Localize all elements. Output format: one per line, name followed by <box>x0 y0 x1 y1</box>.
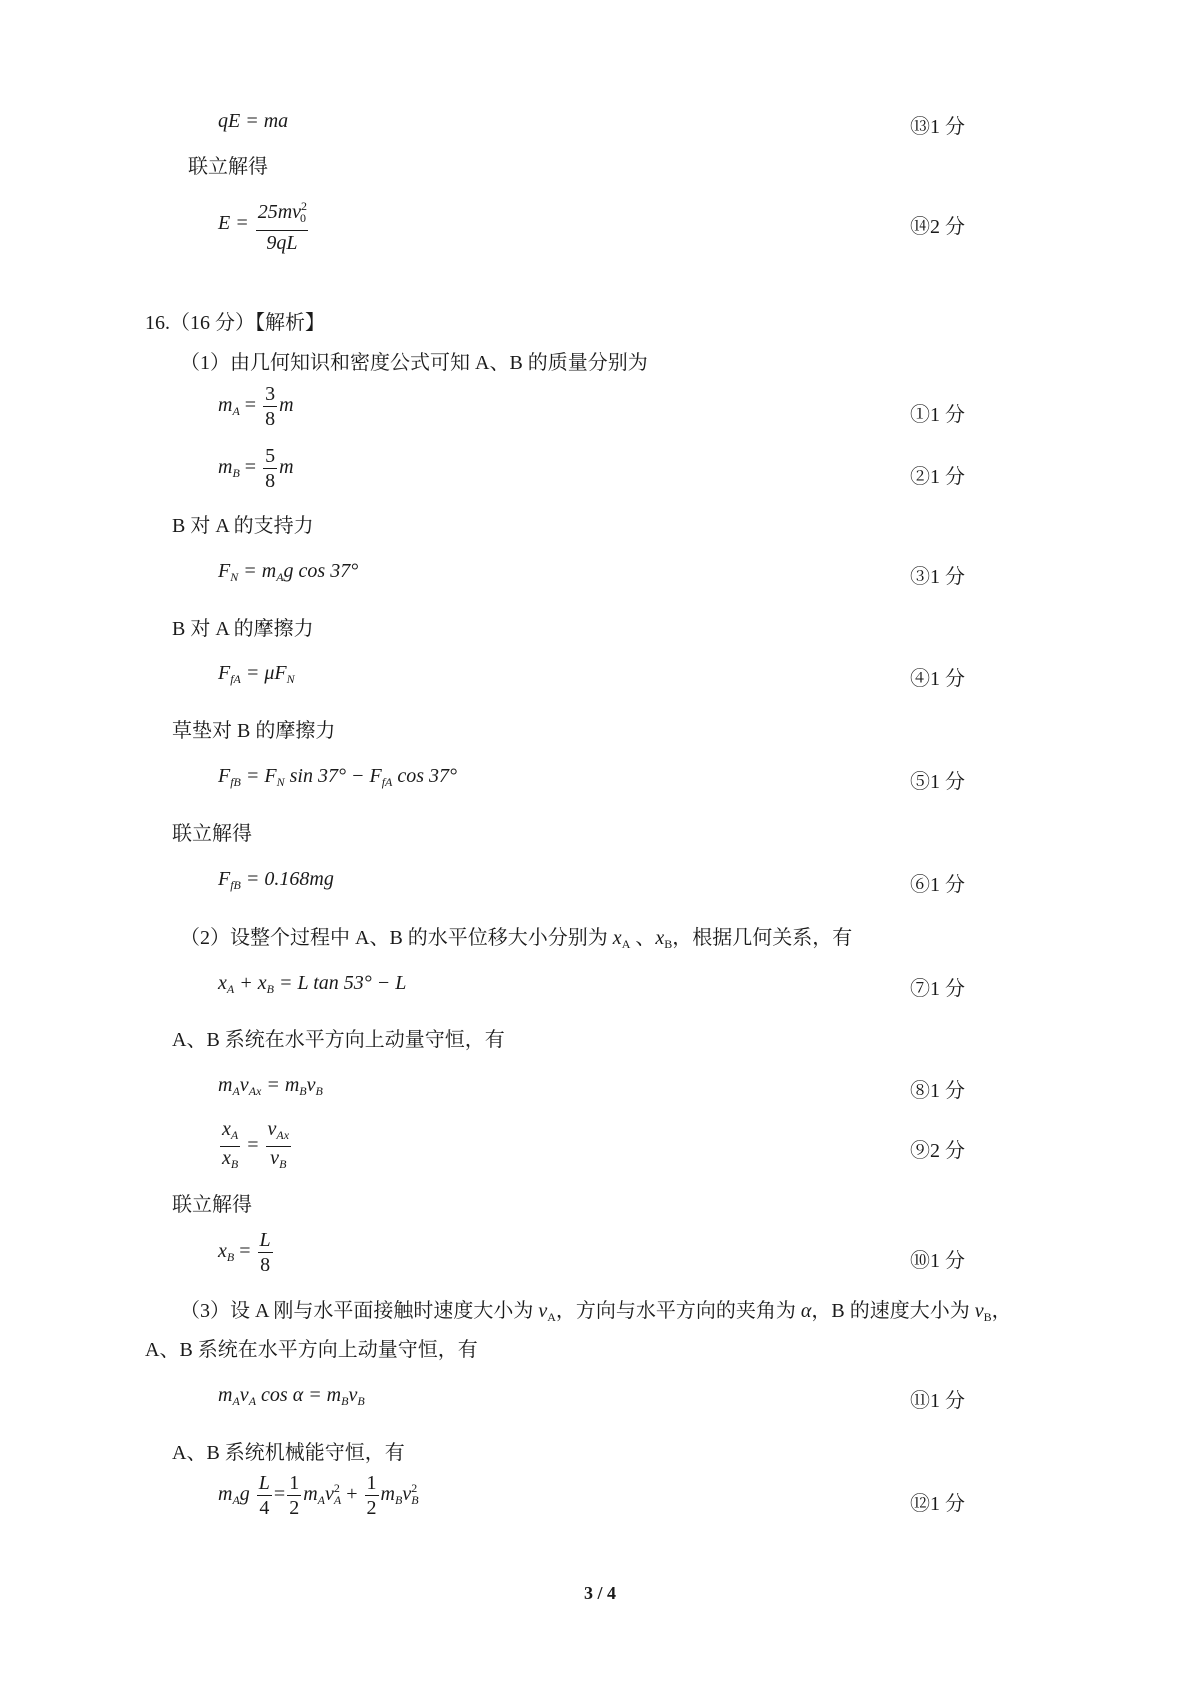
eq-12: $m_Ag$ $\frac{L}{4}$ = $\frac{1}{2}$ $m_Av^2_A$ + $\frac{1}{2}$ $m_Bv^2_B$ <box>218 1472 419 1519</box>
eq-14-num: $25mv^2_0$ <box>256 194 308 231</box>
score-3: ③1 分 <box>910 566 965 588</box>
score-2: ②1 分 <box>910 466 965 488</box>
part-3-line2: A、B 系统在水平方向上动量守恒，有 <box>145 1339 478 1361</box>
eq-9-frac-left: $\frac{x_A}{x_B}$ <box>222 1118 239 1171</box>
score-1: ①1 分 <box>910 404 965 426</box>
section-16-heading: 16.（16 分）【解析】 <box>145 312 325 334</box>
eq-1-frac: $\frac{3}{8}$ <box>265 383 276 430</box>
eq-14-den: 9qL <box>266 232 298 254</box>
eq-12-frac-3: $\frac{1}{2}$ <box>366 1472 377 1519</box>
part-2-intro: （2）设整个过程中 A、B 的水平位移大小分别为 $x_A$ 、$x_B$，根据几何关系，有 <box>180 927 853 951</box>
eq-9: $\frac{x_A}{x_B}$ = $\frac{v_{Ax}}{v_B}$ <box>218 1118 293 1175</box>
mat-friction-label: 草垫对 B 的摩擦力 <box>172 720 336 742</box>
score-11: ⑪1 分 <box>910 1390 965 1412</box>
eq-11: $m_Av_A$ $\cos \alpha = m_Bv_B$ <box>218 1384 365 1408</box>
eq-10: $x_B$ = $\frac{L}{8}$ <box>218 1229 271 1276</box>
part-1-intro: （1）由几何知识和密度公式可知 A、B 的质量分别为 <box>180 352 648 374</box>
eq-13: qE = ma <box>218 110 289 132</box>
text-lianli-3: 联立解得 <box>172 1194 252 1216</box>
score-6: ⑥1 分 <box>910 874 965 896</box>
eq-5: $F_{fB} = F_N$ $\sin 37^\circ - F_{fA}$ cos 37° <box>218 765 458 789</box>
eq-14-frac <box>256 194 308 255</box>
score-12: ⑫1 分 <box>910 1493 965 1515</box>
b-friction-label: B 对 A 的摩擦力 <box>172 618 314 640</box>
score-10: ⑩1 分 <box>910 1250 965 1272</box>
eq-6: $F_{fB} = 0.168mg$ <box>218 868 334 892</box>
eq-8: $m_Av_{Ax} = m_Bv_B$ <box>218 1074 323 1098</box>
page-number: 3 / 4 <box>583 1583 616 1603</box>
eq-14-lhs: E = <box>218 212 249 235</box>
eq-14 <box>218 194 310 255</box>
score-14: ⑭2 分 <box>910 216 965 238</box>
eq-4: $F_{fA} = \mu F_N$ <box>218 662 295 686</box>
score-7: ⑦1 分 <box>910 978 965 1000</box>
ab-energy-label: A、B 系统机械能守恒，有 <box>172 1442 405 1464</box>
score-4: ④1 分 <box>910 668 965 690</box>
score-9: ⑨2 分 <box>910 1140 965 1162</box>
score-5: ⑤1 分 <box>910 771 965 793</box>
eq-1: $m_A$ = $\frac{3}{8}$ m <box>218 383 294 430</box>
eq-3: $F_N = m_Ag$ cos 37° <box>218 560 359 584</box>
eq-12-frac-1: $\frac{L}{4}$ <box>258 1472 270 1519</box>
eq-10-frac: $\frac{L}{8}$ <box>259 1229 271 1276</box>
eq-12-frac-2: $\frac{1}{2}$ <box>289 1472 300 1519</box>
eq-2-frac: $\frac{5}{8}$ <box>265 445 276 492</box>
score-8: ⑧1 分 <box>910 1080 965 1102</box>
b-support-label: B 对 A 的支持力 <box>172 515 314 537</box>
ab-momentum-label-1: A、B 系统在水平方向上动量守恒，有 <box>172 1029 505 1051</box>
eq-7: $x_A + x_B = L$ tan 53° − L <box>218 972 407 996</box>
eq-2: $m_B$ = $\frac{5}{8}$ m <box>218 445 294 492</box>
part-3-intro: （3）设 A 刚与水平面接触时速度大小为 $v_A$，方向与水平方向的夹角为 α，B 的速度大小为 $v_B$， <box>180 1300 1012 1324</box>
text-lianli-1: 联立解得 <box>188 156 268 178</box>
text-lianli-2: 联立解得 <box>172 823 252 845</box>
eq-9-frac-right: $\frac{v_{Ax}}{v_B}$ <box>267 1118 290 1171</box>
score-13: ⑬1 分 <box>910 116 965 138</box>
